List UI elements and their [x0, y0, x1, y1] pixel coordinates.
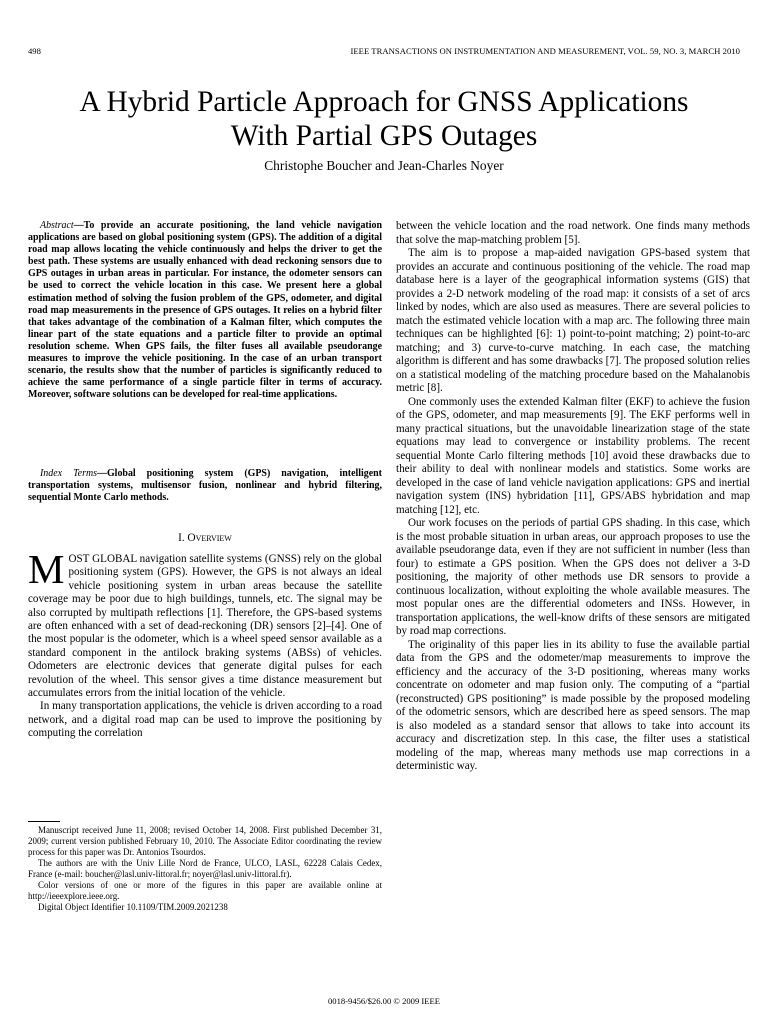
paragraph: In many transportation applications, the vehicle is driven according to a road network, and a digital road map can be used to improve the positioning by computing the correlation [28, 700, 382, 740]
paragraph-text: OST GLOBAL navigation satellite systems (GNSS) rely on the global positioning system (GPS). However, the GPS is not always an ideal vehicle positioning system in urban areas because the satellite coverage may be poor due to high buildings, tunnels, etc. The signal may be also corrupted by multipath reflections [1]. Therefore, the GPS-based systems are often enhanced with a set of dead-reckoning (DR) sensors [2]–[4]. One of the most popular is the odometer, which is a wheel speed sensor available as a standard component in the antilock braking systems (ABSs) of vehicles. Odometers are electronic devices that generate digital pulses for each revolution of the wheel. This sensor gives a time distance measurement but accumulates errors from the initial location of the vehicle. [28, 553, 382, 700]
left-column-body [28, 546, 382, 741]
index-terms-label: Index Terms [40, 468, 98, 479]
paragraph: Our work focuses on the periods of partial GPS shading. In this case, which is the most probable situation in urban areas, our approach proposes to use the available pseudorange data, even if they are not sufficient in number (less than four) to estimate a GPS position. When the GPS does not deliver a 3-D positioning, the majority of other methods use DR sensors to provide a continuous localization, without exploiting the whole available measures. The most popular ones are the differential odometers and INSs. However, in transportation applications, the well-know drifts of these sensors are mitigated by road map corrections. [396, 517, 750, 637]
drop-cap: M [28, 546, 65, 592]
footnote-doi: Digital Object Identifier 10.1109/TIM.2009.2021238 [38, 902, 228, 912]
index-terms [28, 468, 382, 504]
paragraph: between the vehicle location and the road network. One finds many methods that solve the map-matching problem [5]. [396, 220, 750, 246]
abstract-dash: — [73, 220, 84, 231]
title-line-1: A Hybrid Particle Approach for GNSS Applications [79, 86, 689, 118]
paper-title [0, 86, 768, 153]
footnotes [28, 825, 382, 913]
index-terms-text: Global positioning system (GPS) navigation, intelligent transportation systems, multisensor fusion, nonlinear and hybrid filtering, sequential Monte Carlo methods. [28, 468, 382, 504]
footnote-received: Manuscript received June 11, 2008; revised October 14, 2008. First published December 31, 2009; current version published February 10, 2010. The Associate Editor coordinating the review process for this paper was Dr. Antonios Tsourdos. [28, 825, 382, 857]
title-line-2: With Partial GPS Outages [230, 119, 538, 152]
abstract-label: Abstract [40, 220, 74, 231]
section-number: I. [178, 532, 188, 544]
journal-name: IEEE TRANSACTIONS ON INSTRUMENTATION AND MEASUREMENT, VOL. 59, NO. 3, MARCH 2010 [350, 46, 740, 56]
footnote-color: Color versions of one or more of the figures in this paper are available online at http://ieeexplore.ieee.org. [28, 880, 382, 901]
paragraph: The originality of this paper lies in its ability to fuse the available partial data from the GPS and the odometer/map measurements to improve the efficiency and the accuracy of the 3-D positioning, whereas many works concentrate on odometer and map fusion only. The computing of a “partial (reconstructed) GPS positioning” is made possible by the proposed modeling of the odometric sensors, which are described here as speed sensors. The map is also modeled as a standard sensor that allows to take into account its accuracy and discretization step. In this case, the filter uses a statistical modeling of the map, whereas many methods use map corrections in a deterministic way. [396, 638, 750, 772]
paragraph [28, 546, 382, 700]
paragraph: One commonly uses the extended Kalman filter (EKF) to achieve the fusion of the GPS, odometer, and map measurements [9]. The EKF performs well in many practical situations, but the unavoidable linearization stage of the state equations may lead to convergence or instability problems. The recent sequential Monte Carlo filtering methods [10] avoid these drawbacks due to their ability to deal with nonlinear models and statistics. Some works are developed in the case of land vehicle navigation applications: GPS and inertial navigation system (INS) hybridation [11], GPS/ABS hybridation and map matching [12], etc. [396, 395, 750, 516]
footnote-affiliation: The authors are with the Univ Lille Nord de France, ULCO, LASL, 62228 Calais Cedex, France (e-mail: boucher@lasl.univ-littoral.fr; noyer@lasl.univ-littoral.fr). [28, 858, 382, 879]
abstract-text: To provide an accurate positioning, the land vehicle navigation applications are based on global positioning system (GPS). The addition of a digital road map allows locating the vehicle continuously and helps the driver to get the best path. These systems are usually enhanced with dead reckoning sensors due to GPS outages in urban areas in particular. For instance, the odometer sensors can be used to correct the vehicle location in this case. We present here a global estimation method of solving the fusion problem of the GPS, odometer, and digital road map measurements in the presence of GPS outages. It relies on a hybrid filter that takes advantage of the combination of a Kalman filter, which computes the linear part of the state equations and a particle filter to provide an optimal resolution scheme. When GPS fails, the filter fuses all available pseudorange measures to improve the vehicle positioning. In the case of an urban transport scenario, the results show that the number of particles is significantly reduced to achieve the same performance of a single particle filter in terms of accuracy. Moreover, software solutions can be developed for real-time applications. [28, 220, 382, 401]
right-column-body [396, 220, 750, 774]
running-header [28, 46, 740, 58]
page-number: 498 [28, 46, 41, 56]
footnote-rule [28, 821, 60, 822]
section-heading [28, 532, 382, 544]
abstract [28, 220, 382, 401]
index-terms-dash: — [97, 468, 107, 479]
section-title: Overview [187, 532, 232, 544]
copyright-footer: 0018-9456/$26.00 © 2009 IEEE [327, 996, 441, 1006]
author-list: Christophe Boucher and Jean-Charles Noyer [264, 158, 504, 173]
paragraph: The aim is to propose a map-aided navigation GPS-based system that provides an accurate and continuous positioning of the vehicle. The road map database here is a layer of the geographical information systems (GIS) that provides a 2-D network modeling of the road map: it consists of a set of arcs linked by nodes, which are also used as measures. There are several policies to match the estimated vehicle location with a map arc. The following three main techniques can be highlighted [6]: 1) point-to-point matching; 2) point-to-arc matching; and 3) curve-to-curve matching. In each case, the matching algorithm is different and has some drawbacks [7]. The proposed solution relies on a statistical modeling of the matching procedure based on the Mahalanobis metric [8]. [396, 247, 750, 394]
